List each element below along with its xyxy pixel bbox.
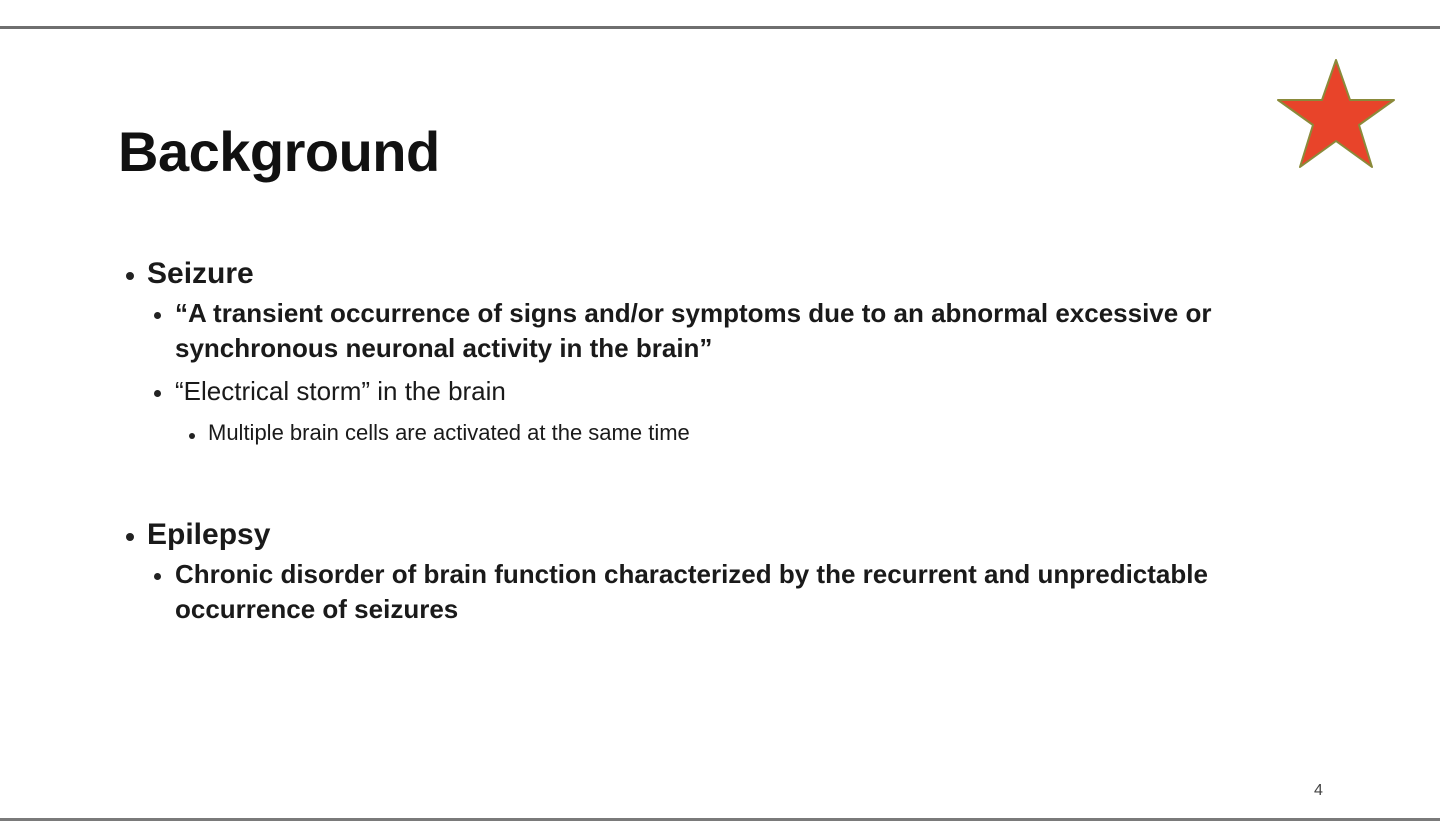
section-heading-epilepsy: Epilepsy: [147, 518, 271, 551]
bullet-icon: [189, 433, 195, 439]
slide-title: Background: [118, 120, 440, 183]
epilepsy-definition-line2: occurrence of seizures: [175, 594, 459, 624]
section-heading-seizure: Seizure: [147, 257, 254, 290]
bullet-icon: [154, 573, 161, 580]
bullet-icon: [154, 390, 161, 397]
star-icon: [1274, 58, 1398, 170]
epilepsy-definition-line1: Chronic disorder of brain function characterized by the recurrent and unpredictable: [175, 559, 1208, 589]
brain-cells-subitem: Multiple brain cells are activated at the same time: [208, 420, 690, 445]
bottom-border-line: [0, 818, 1440, 821]
star-shape: [1278, 60, 1394, 167]
bullet-icon: [126, 533, 134, 541]
seizure-definition-line1: “A transient occurrence of signs and/or symptoms due to an abnormal excessive or: [175, 298, 1212, 328]
page-number: 4: [1314, 782, 1323, 799]
bullet-icon: [126, 272, 134, 280]
bullet-icon: [154, 312, 161, 319]
seizure-definition-line2: synchronous neuronal activity in the brain”: [175, 333, 713, 363]
electrical-storm-item: “Electrical storm” in the brain: [175, 376, 506, 406]
top-border-line: [0, 26, 1440, 29]
